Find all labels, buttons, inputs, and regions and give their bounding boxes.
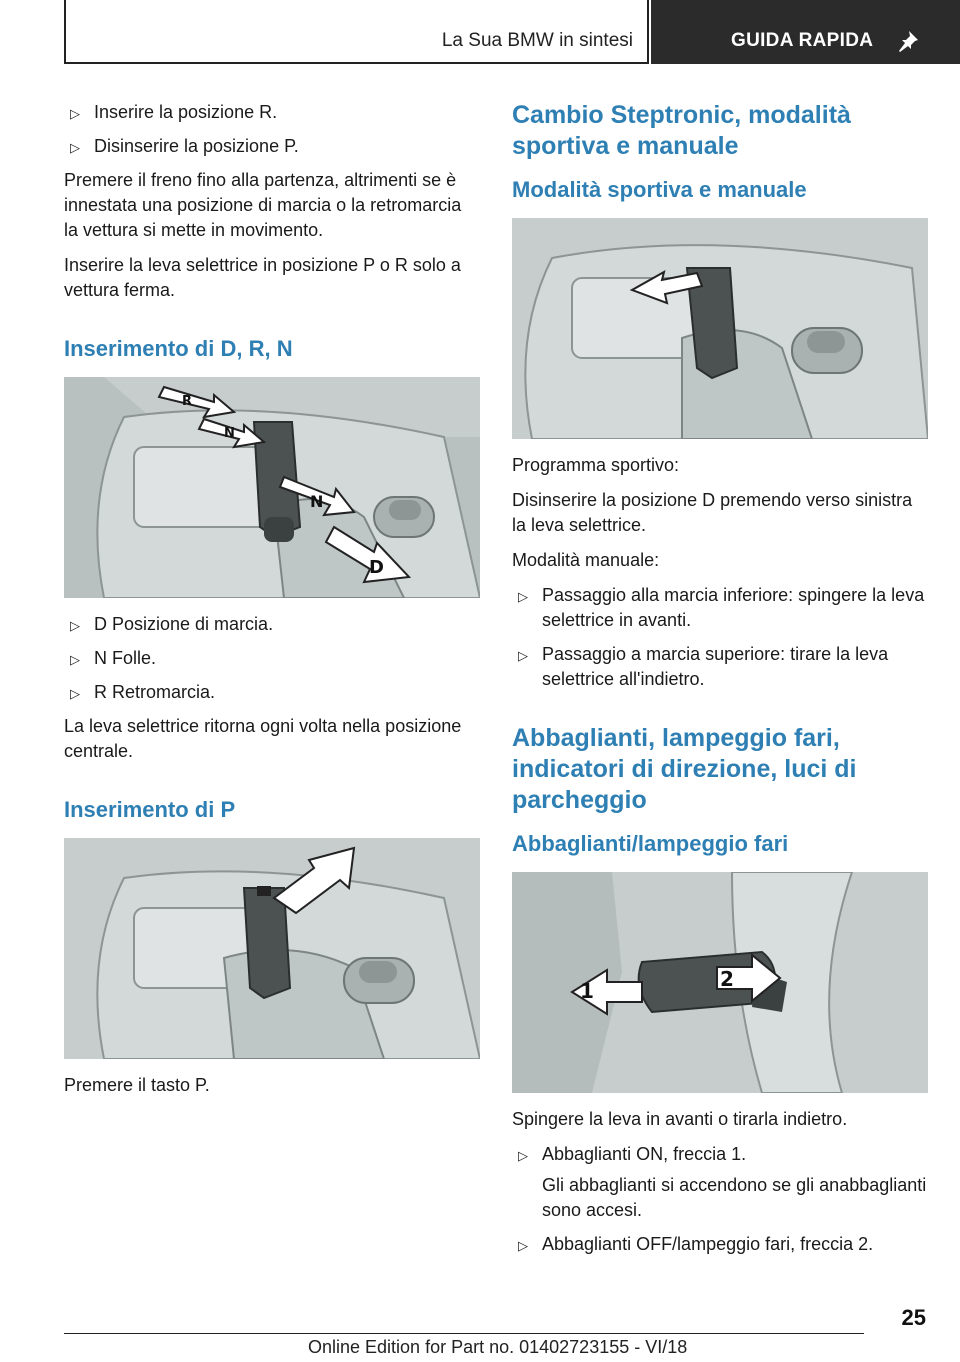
list-item xyxy=(64,612,480,637)
pin-icon xyxy=(895,28,921,54)
figure-gear-selector-drn xyxy=(64,377,480,598)
paragraph: La leva selettrice ritorna ogni volta nella posizione centrale. xyxy=(64,716,462,761)
heading-cambio: Cambio Steptronic, modalità sportiva e manuale xyxy=(512,101,851,160)
list-item-text: Inserire la posizione R. xyxy=(94,102,278,122)
header-section-box xyxy=(64,0,649,64)
list-item-text: Abbaglianti OFF/lampeggio fari, freccia 2. xyxy=(542,1234,874,1254)
drn-label-n: N xyxy=(224,426,235,441)
drn-label-n2: N xyxy=(310,492,324,511)
heading-p: Inserimento di P xyxy=(64,797,236,822)
triangle-bullet-icon: ▷ xyxy=(518,1238,528,1253)
list-item xyxy=(64,680,480,705)
triangle-bullet-icon: ▷ xyxy=(518,589,528,604)
list-item xyxy=(64,100,480,125)
bullet-list-stalk xyxy=(512,1142,928,1257)
list-item-text: D Posizione di marcia. xyxy=(94,614,274,634)
heading-modalita: Modalità sportiva e manuale xyxy=(512,177,807,202)
manual-label: Modalità manuale: xyxy=(512,550,660,570)
section-title: La Sua BMW in sintesi xyxy=(441,30,633,51)
list-item xyxy=(512,1142,928,1223)
list-item-text: Disinserire la posizione P. xyxy=(94,136,299,156)
stalk-label-2: 2 xyxy=(720,967,734,991)
heading-drn: Inserimento di D, R, N xyxy=(64,336,293,361)
bullet-list-manual xyxy=(512,583,928,692)
triangle-bullet-icon: ▷ xyxy=(518,648,528,663)
figure-gear-selector-sport xyxy=(512,218,928,439)
right-column xyxy=(512,100,928,1266)
stalk-label-1: 1 xyxy=(580,979,594,1003)
list-item xyxy=(64,134,480,159)
triangle-bullet-icon: ▷ xyxy=(70,140,80,155)
paragraph: Premere il tasto P. xyxy=(64,1075,210,1095)
left-column xyxy=(64,100,480,1108)
list-item xyxy=(512,583,928,633)
list-item-text: Abbaglianti ON, freccia 1. xyxy=(542,1144,747,1164)
triangle-bullet-icon: ▷ xyxy=(70,618,80,633)
triangle-bullet-icon: ▷ xyxy=(70,686,80,701)
paragraph: Spingere la leva in avanti o tirarla indietro. xyxy=(512,1109,848,1129)
drn-label-r: R xyxy=(182,394,193,409)
heading-abbaglianti-sub: Abbaglianti/lampeggio fari xyxy=(512,831,789,856)
list-item xyxy=(512,642,928,692)
quick-guide-tag: GUIDA RAPIDA xyxy=(731,30,874,51)
heading-abbaglianti: Abbaglianti, lampeggio fari, indicatori di direzione, luci di parcheggio xyxy=(512,724,857,814)
figure-gear-selector-p xyxy=(64,838,480,1059)
list-item-text: Passaggio alla marcia inferiore: spingere la leva selettrice in avanti. xyxy=(542,585,925,630)
footer-rule xyxy=(64,1333,864,1334)
sport-label: Programma sportivo: xyxy=(512,455,680,475)
paragraph: Disinserire la posizione D premendo verso sinistra la leva selettrice. xyxy=(512,490,913,535)
list-item-subtext: Gli abbaglianti si accendono se gli anabbaglianti sono accesi. xyxy=(542,1175,927,1220)
list-item-text: Passaggio a marcia superiore: tirare la leva selettrice all'indietro. xyxy=(542,644,889,689)
triangle-bullet-icon: ▷ xyxy=(70,106,80,121)
drn-label-d: D xyxy=(369,557,384,578)
page-number: 25 xyxy=(901,1305,926,1330)
paragraph: Premere il freno fino alla partenza, altrimenti se è innestata una posizione di marcia o la retromarcia la vettura si mette in movimento. xyxy=(64,170,462,240)
list-item-text: N Folle. xyxy=(94,648,157,668)
list-item xyxy=(64,646,480,671)
figure-light-stalk xyxy=(512,872,928,1093)
footer-edition: Online Edition for Part no. 01402723155 - VI/18 xyxy=(308,1337,688,1357)
bullet-list-drn xyxy=(64,612,480,705)
paragraph: Inserire la leva selettrice in posizione P o R solo a vettura ferma. xyxy=(64,255,461,300)
list-item-text: R Retromarcia. xyxy=(94,682,216,702)
triangle-bullet-icon: ▷ xyxy=(518,1148,528,1163)
triangle-bullet-icon: ▷ xyxy=(70,652,80,667)
header-tag-box xyxy=(651,0,960,64)
list-item xyxy=(512,1232,928,1257)
bullet-list-top xyxy=(64,100,480,159)
